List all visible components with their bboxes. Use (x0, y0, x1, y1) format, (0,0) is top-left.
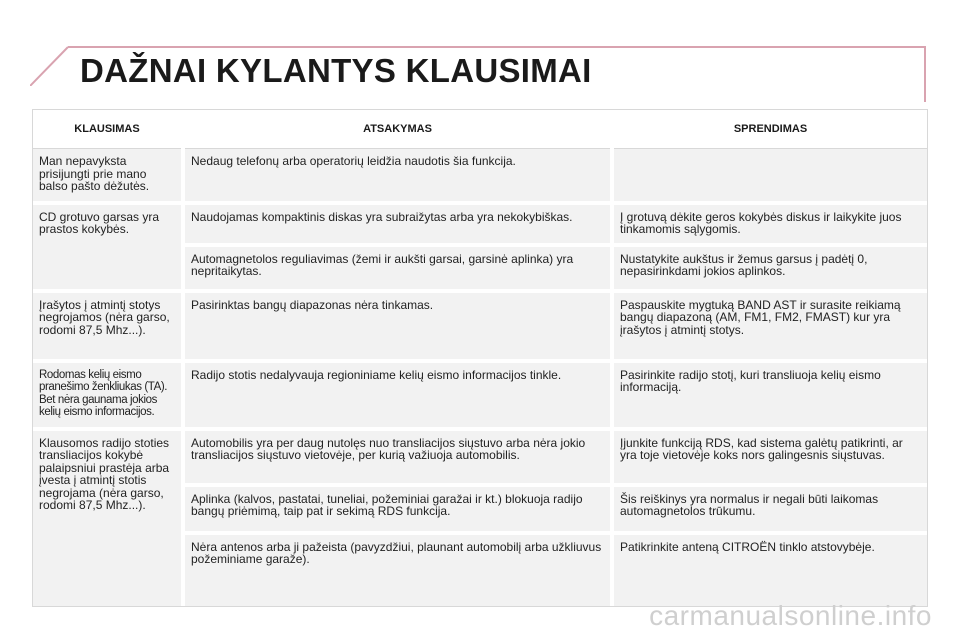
solution-cell: Pasirinkite radijo stotį, kuri transliuoja kelių eismo informaciją. (612, 361, 927, 429)
column-header-answer: ATSAKYMAS (183, 110, 612, 149)
table-row (33, 429, 927, 485)
table-row (33, 291, 927, 361)
faq-table (32, 109, 928, 607)
answer-cell: Nėra antenos arba ji pažeista (pavyzdžiui, plaunant automobilį arba užkliuvus požeminiame garaže). (183, 533, 612, 607)
solution-cell: Į grotuvą dėkite geros kokybės diskus ir laikykite juos tinkamomis sąlygomis. (612, 203, 927, 245)
solution-cell: Patikrinkite anteną CITROËN tinklo atstovybėje. (612, 533, 927, 607)
solution-cell: Paspauskite mygtuką BAND AST ir surasite reikiamą bangų diapazoną (AM, FM1, FM2, FMAST) kur yra įrašytos į atmintį stotys. (612, 291, 927, 361)
answer-cell: Pasirinktas bangų diapazonas nėra tinkamas. (183, 291, 612, 361)
page-title: DAŽNAI KYLANTYS KLAUSIMAI (80, 52, 592, 89)
table-row (33, 361, 927, 429)
solution-cell: Įjunkite funkciją RDS, kad sistema galėtų patikrinti, ar yra toje vietovėje koks nors galingesnis siųstuvas. (612, 429, 927, 485)
answer-cell: Aplinka (kalvos, pastatai, tuneliai, požeminiai garažai ir kt.) blokuoja radijo bangų priėmimą, taip pat ir sekimą RDS funkcija. (183, 485, 612, 533)
solution-cell: Šis reiškinys yra normalus ir negali būti laikomas automagnetolos trūkumu. (612, 485, 927, 533)
question-cell: Klausomos radijo stoties transliacijos kokybė palaipsniui prastėja arba įvesta į atmintį stotis negrojama (nėra garso, rodomi 87,5 Mhz...). (33, 429, 183, 607)
answer-cell: Automagnetolos reguliavimas (žemi ir aukšti garsai, garsinė aplinka) yra nepritaikytas. (183, 245, 612, 291)
answer-cell: Automobilis yra per daug nutolęs nuo transliacijos siųstuvo arba nėra jokio transliacijos siųstuvo vietovėje, per kurią važiuoja automobilis. (183, 429, 612, 485)
solution-cell (612, 149, 927, 203)
table-header-row (33, 110, 927, 149)
answer-cell: Naudojamas kompaktinis diskas yra subraižytas arba yra nekokybiškas. (183, 203, 612, 245)
watermark: carmanualsonline.info (649, 600, 932, 631)
question-cell: Įrašytos į atmintį stotys negrojamos (nėra garso, rodomi 87,5 Mhz...). (33, 291, 183, 361)
question-cell: Rodomas kelių eismo pranešimo ženkliukas (TA). Bet nėra gaunama jokios kelių eismo informacijos. (33, 361, 183, 429)
question-cell: Man nepavyksta prisijungti prie mano balso pašto dėžutės. (33, 149, 183, 203)
header-corner-decoration (30, 46, 70, 86)
column-header-question: KLAUSIMAS (33, 110, 183, 149)
table-row (33, 203, 927, 245)
answer-cell: Nedaug telefonų arba operatorių leidžia naudotis šia funkcija. (183, 149, 612, 203)
table-row (33, 149, 927, 203)
solution-cell: Nustatykite aukštus ir žemus garsus į padėtį 0, nepasirinkdami jokios aplinkos. (612, 245, 927, 291)
column-header-solution: SPRENDIMAS (612, 110, 927, 149)
answer-cell: Radijo stotis nedalyvauja regioniniame kelių eismo informacijos tinkle. (183, 361, 612, 429)
question-cell: CD grotuvo garsas yra prastos kokybės. (33, 203, 183, 291)
